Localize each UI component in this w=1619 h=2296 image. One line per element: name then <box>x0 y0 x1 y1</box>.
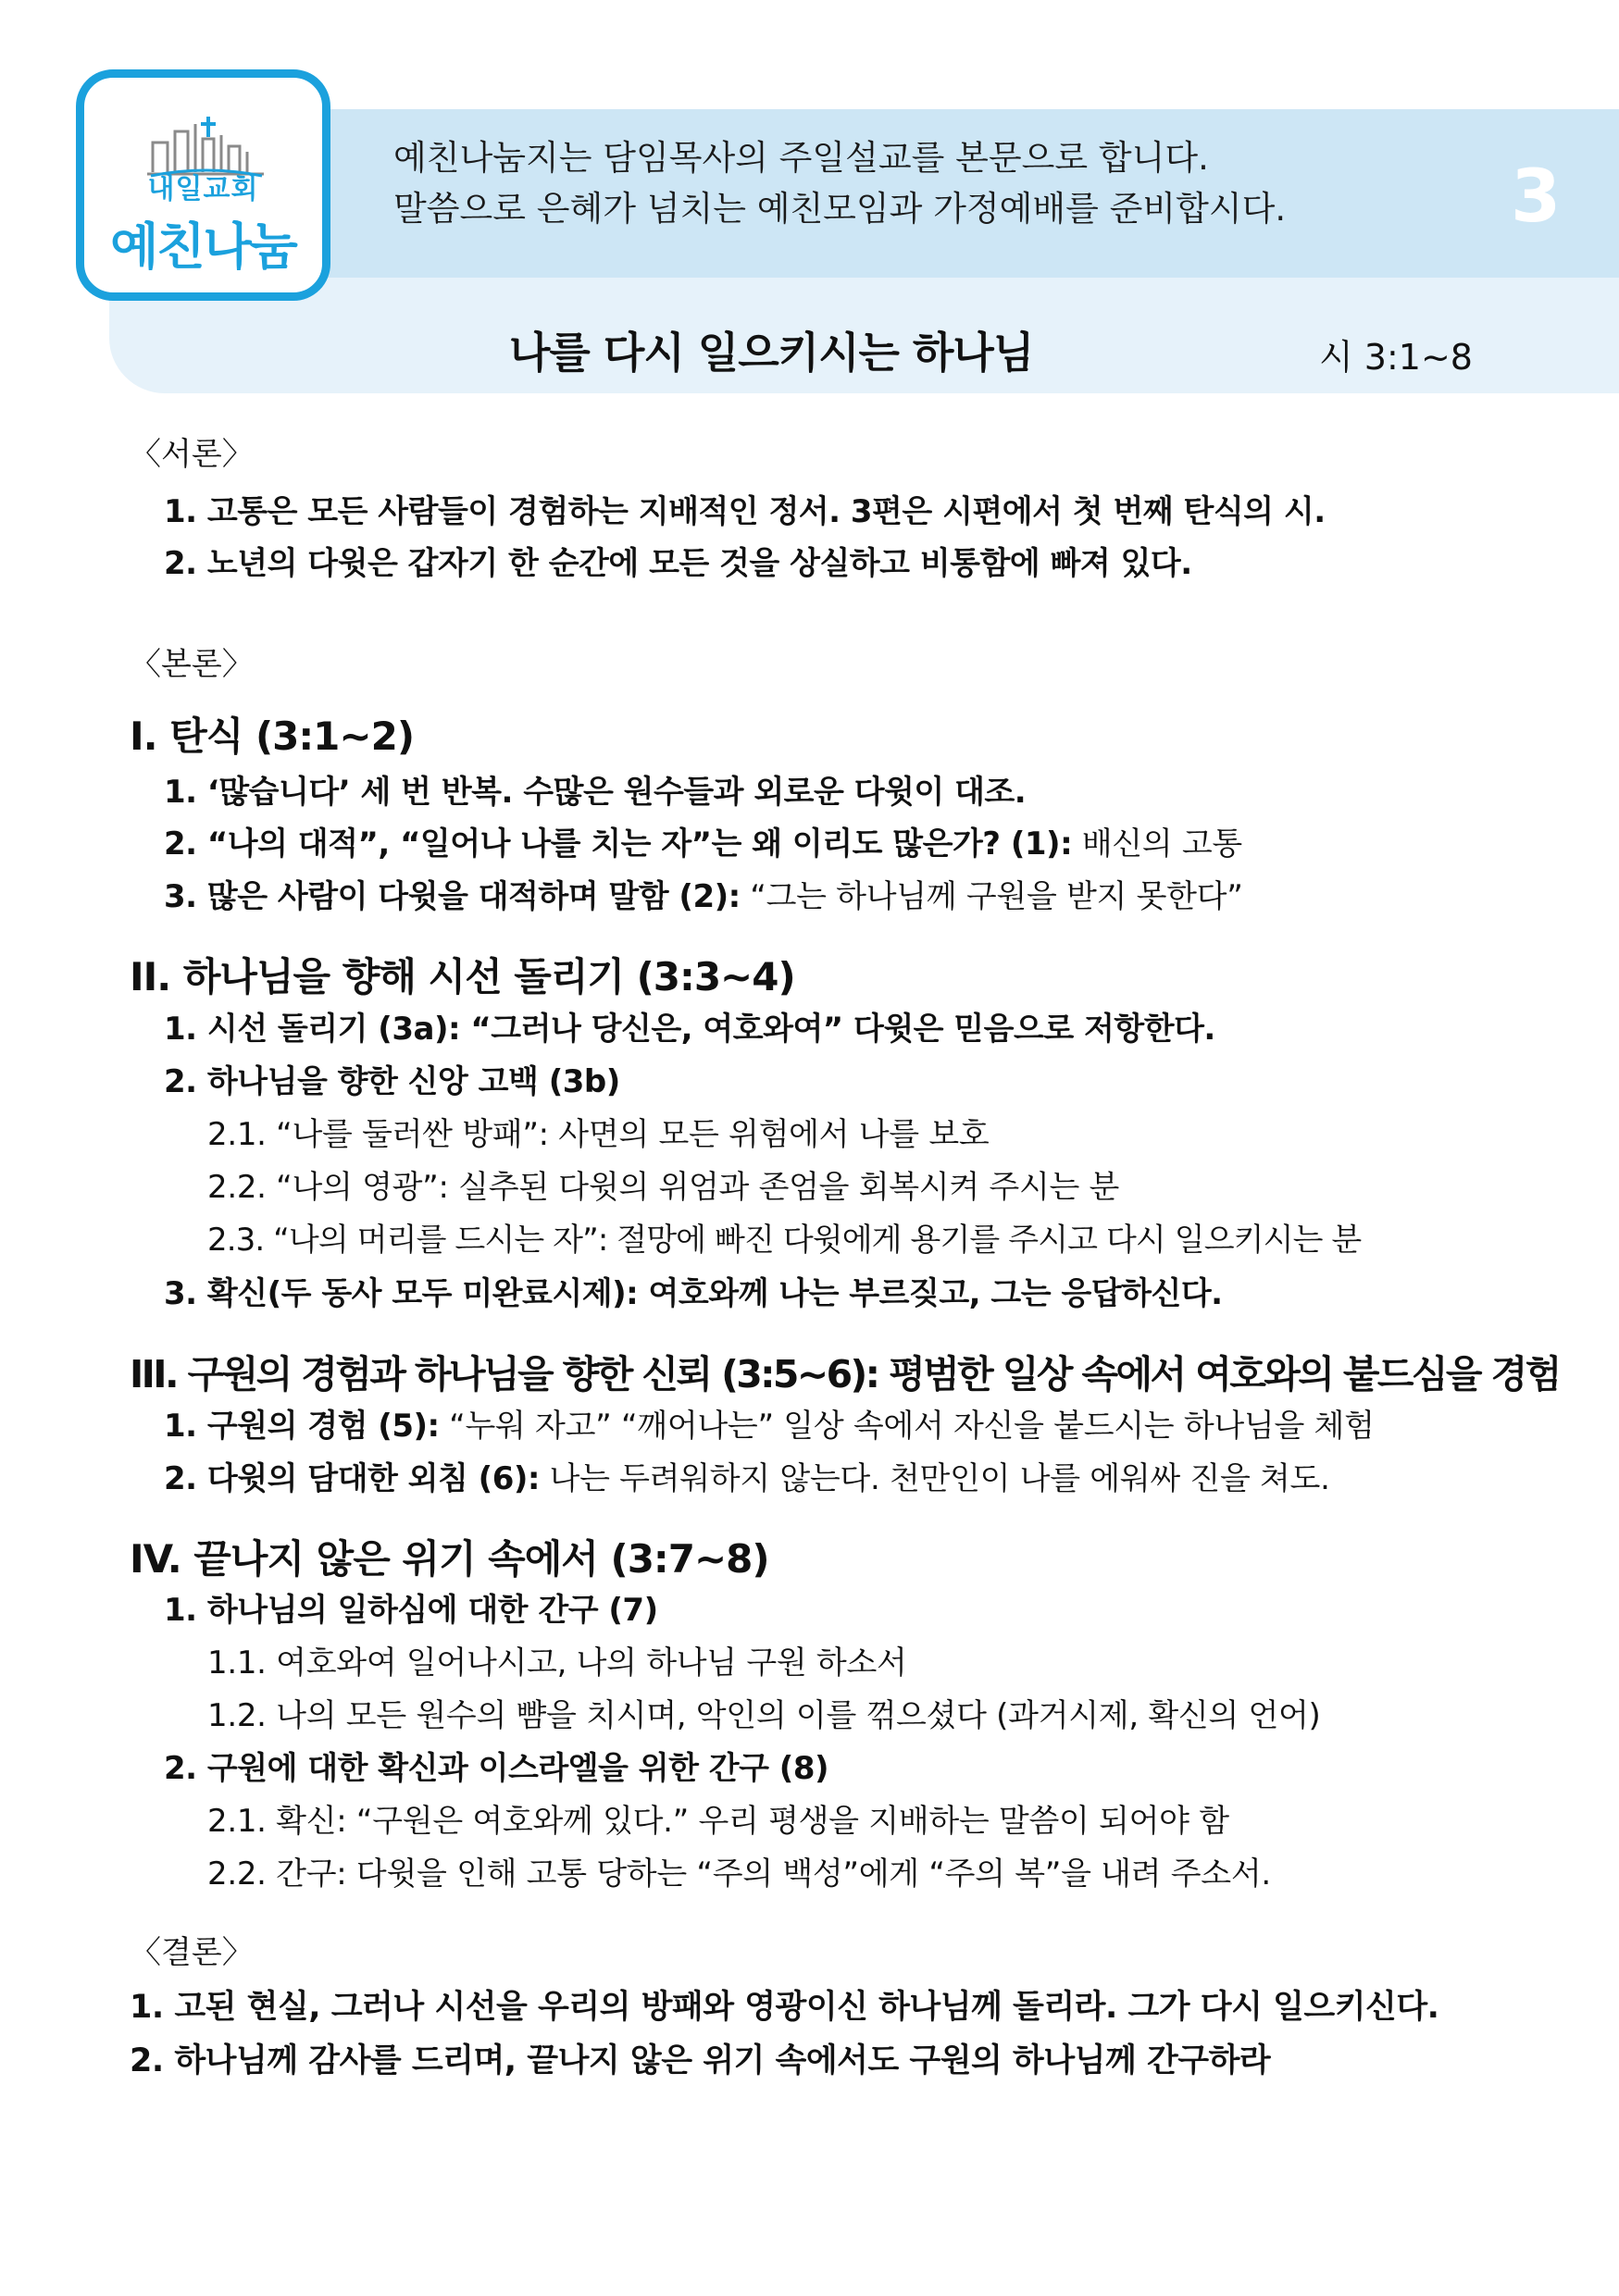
part3-item-2 <box>164 1453 1330 1498</box>
part4-sub-2-2: 2.2. 간구: 다윗을 인해 고통 당하는 “주의 백성”에게 “주의 복”을 내려 주소서. <box>207 1855 1271 1893</box>
part3-item-2-rest: 나는 두려워하지 않는다. 천만인이 나를 에워싸 진을 쳐도. <box>540 1460 1330 1497</box>
part1-item-2-bold: 2. “나의 대적”, “일어나 나를 치는 자”는 왜 이리도 많은가? (1): <box>164 825 1073 863</box>
main-label: 〈본론〉 <box>130 646 254 683</box>
part1-item-3 <box>164 871 1243 916</box>
part4-sub-1-2: 1.2. 나의 모든 원수의 뺨을 치시며, 악인의 이를 꺾으셨다 (과거시제, 확신의 언어) <box>207 1697 1321 1734</box>
conclusion-item-2: 2. 하나님께 감사를 드리며, 끝나지 않은 위기 속에서도 구원의 하나님께 간구하라 <box>130 2042 1271 2079</box>
part4-item-2: 2. 구원에 대한 확신과 이스라엘을 위한 간구 (8) <box>164 1750 829 1787</box>
part4-sub-2-1: 2.1. 확신: “구원은 여호와께 있다.” 우리 평생을 지배하는 말씀이 되어야 함 <box>207 1803 1229 1840</box>
part1-item-3-rest: “그는 하나님께 구원을 받지 못한다” <box>740 878 1243 915</box>
logo-box <box>76 69 330 301</box>
part4-heading: IV. 끝나지 않은 위기 속에서 (3:7~8) <box>130 1536 769 1582</box>
part3-item-1 <box>164 1400 1375 1446</box>
part1-heading: I. 탄식 (3:1~2) <box>130 714 415 759</box>
intro-text <box>393 132 1286 234</box>
intro-item-1: 1. 고통은 모든 사람들이 경험하는 지배적인 정서. 3편은 시편에서 첫 번째 탄식의 시. <box>164 493 1326 530</box>
scripture-reference: 시 3:1~8 <box>1319 337 1473 378</box>
part2-sub-1: 2.1. “나를 둘러싼 방패”: 사면의 모든 위험에서 나를 보호 <box>207 1116 990 1153</box>
page-title: 나를 다시 일으키시는 하나님 <box>509 328 1034 378</box>
part1-item-3-bold: 3. 많은 사람이 다윗을 대적하며 말함 (2): <box>164 878 741 915</box>
part2-sub-2: 2.2. “나의 영광”: 실추된 다윗의 위엄과 존엄을 회복시켜 주시는 분 <box>207 1169 1120 1206</box>
part1-item-2 <box>164 818 1242 863</box>
part2-item-2: 2. 하나님을 향한 신앙 고백 (3b) <box>164 1063 620 1100</box>
part4-sub-1-1: 1.1. 여호와여 일어나시고, 나의 하나님 구원 하소서 <box>207 1644 907 1682</box>
intro-line-1: 예친나눔지는 담임목사의 주일설교를 본문으로 합니다. <box>393 138 1209 178</box>
part3-item-1-rest: “누워 자고” “깨어나는” 일상 속에서 자신을 붙드시는 하나님을 체험 <box>439 1408 1375 1445</box>
part1-item-2-rest: 배신의 고통 <box>1072 825 1242 863</box>
page-number: 3 <box>1511 155 1562 239</box>
part2-item-3: 3. 확신(두 동사 모두 미완료시제): 여호와께 나는 부르짖고, 그는 응답하신다. <box>164 1275 1223 1312</box>
intro-item-2: 2. 노년의 다윗은 갑자기 한 순간에 모든 것을 상실하고 비통함에 빠져 있다. <box>164 545 1192 582</box>
intro-label: 〈서론〉 <box>130 436 254 473</box>
part1-item-1: 1. ‘많습니다’ 세 번 반복. 수많은 원수들과 외로운 다윗이 대조. <box>164 774 1027 811</box>
part3-item-1-bold: 1. 구원의 경험 (5): <box>164 1408 440 1445</box>
conclusion-label: 〈결론〉 <box>130 1934 254 1971</box>
part2-heading: II. 하나님을 향해 시선 돌리기 (3:3~4) <box>130 954 795 999</box>
part3-heading: III. 구원의 경험과 하나님을 향한 신뢰 (3:5~6): 평범한 일상 속에서 여호와의 붙드심을 경험 <box>130 1352 1560 1396</box>
conclusion-item-1: 1. 고된 현실, 그러나 시선을 우리의 방패와 영광이신 하나님께 돌리라. 그가 다시 일으키신다. <box>130 1989 1439 2026</box>
part3-item-2-bold: 2. 다윗의 담대한 외침 (6): <box>164 1460 541 1497</box>
logo-church-name: 내일교회 <box>147 173 259 205</box>
intro-line-2: 말씀으로 은혜가 넘치는 예친모임과 가정예배를 준비합시다. <box>393 189 1287 229</box>
part2-item-1: 1. 시선 돌리기 (3a): “그러나 당신은, 여호와여” 다윗은 믿음으로 저항한다. <box>164 1011 1215 1048</box>
part2-sub-3: 2.3. “나의 머리를 드시는 자”: 절망에 빠진 다윗에게 용기를 주시고 다시 일으키시는 분 <box>207 1222 1362 1259</box>
part4-item-1: 1. 하나님의 일하심에 대한 간구 (7) <box>164 1592 658 1629</box>
logo-title: 예친나눔 <box>110 217 296 276</box>
